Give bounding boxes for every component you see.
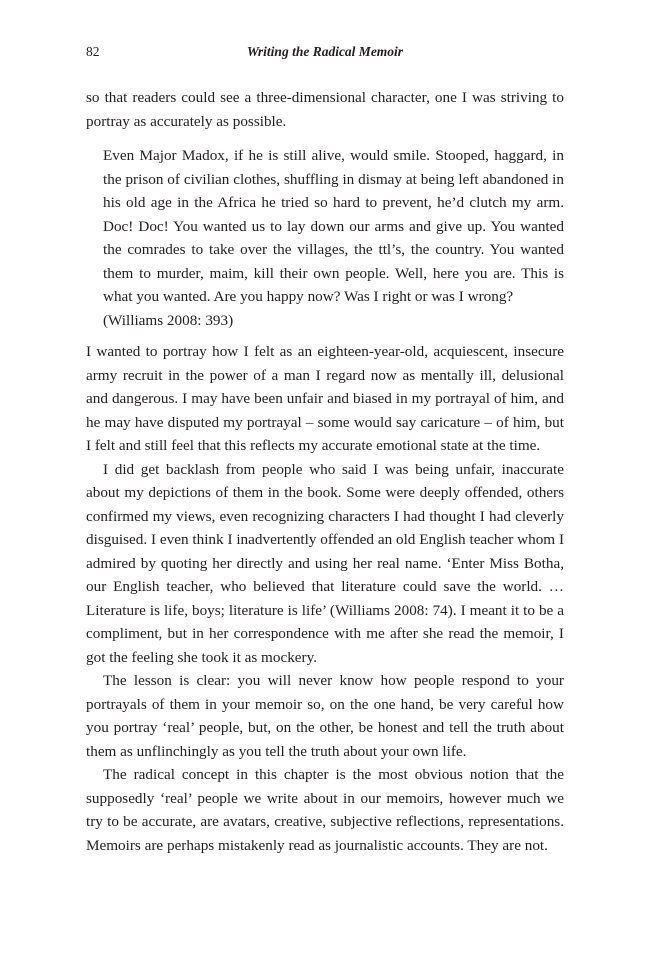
- paragraph: I wanted to portray how I felt as an eighteen-year-old, acquiescent, insecure army recruit in the power of a man I regard now as mentally ill, delusional and dangerous. I may have been unfair and biased in my portrayal of him, and he may have disputed my portrayal – some would say caricature – of him, but I felt and still feel that this reflects my accurate emotional state at the time.: [86, 343, 564, 454]
- body-text: [86, 86, 564, 857]
- running-head: [86, 44, 564, 64]
- paragraph-continuation: so that readers could see a three-dimensional character, one I was striving to portray as accurately as possible.: [86, 89, 564, 130]
- block-quote-citation: (Williams 2008: 393): [103, 311, 234, 329]
- block-quote: [103, 144, 564, 332]
- paragraph: I did get backlash from people who said I was being unfair, inaccurate about my depictions of them in the book. Some were deeply offended, others confirmed my views, even recognizing characters I had thought I had cleverly disguised. I even think I inadvertently offended an old English teacher whom I admired by quoting her directly and using her real name. ‘Enter Miss Botha, our English teacher, who believed that literature could save the world. … Literature is life, boys; literature is life’ (Williams 2008: 74). I meant it to be a compliment, but in her correspondence with me after she read the memoir, I got the feeling she took it as mockery.: [86, 460, 564, 666]
- page-number: 82: [86, 44, 100, 59]
- paragraph: The radical concept in this chapter is the most obvious notion that the supposedly ‘real’ people we write about in our memoirs, however much we try to be accurate, are avatars, creative, subjective reflections, representations. Memoirs are perhaps mistakenly read as journalistic accounts. They are not.: [86, 766, 564, 854]
- running-title: Writing the Radical Memoir: [246, 44, 404, 59]
- block-quote-text: Even Major Madox, if he is still alive, would smile. Stooped, haggard, in the prison of civilian clothes, shuffling in dismay at being left abandoned in his old age in the Africa he tried so hard to prevent, he’d clutch my arm. Doc! Doc! You wanted us to lay down our arms and give up. You wanted the comrades to take over the villages, the ttl’s, the country. You wanted them to murder, maim, kill their own people. Well, here you are. This is what you wanted. Are you happy now? Was I right or was I wrong?: [103, 147, 564, 305]
- paragraph: The lesson is clear: you will never know how people respond to your portrayals of them in your memoir so, on the one hand, be very careful how you portray ‘real’ people, but, on the other, be honest and tell the truth about them as unflinchingly as you tell the truth about your own life.: [86, 672, 564, 760]
